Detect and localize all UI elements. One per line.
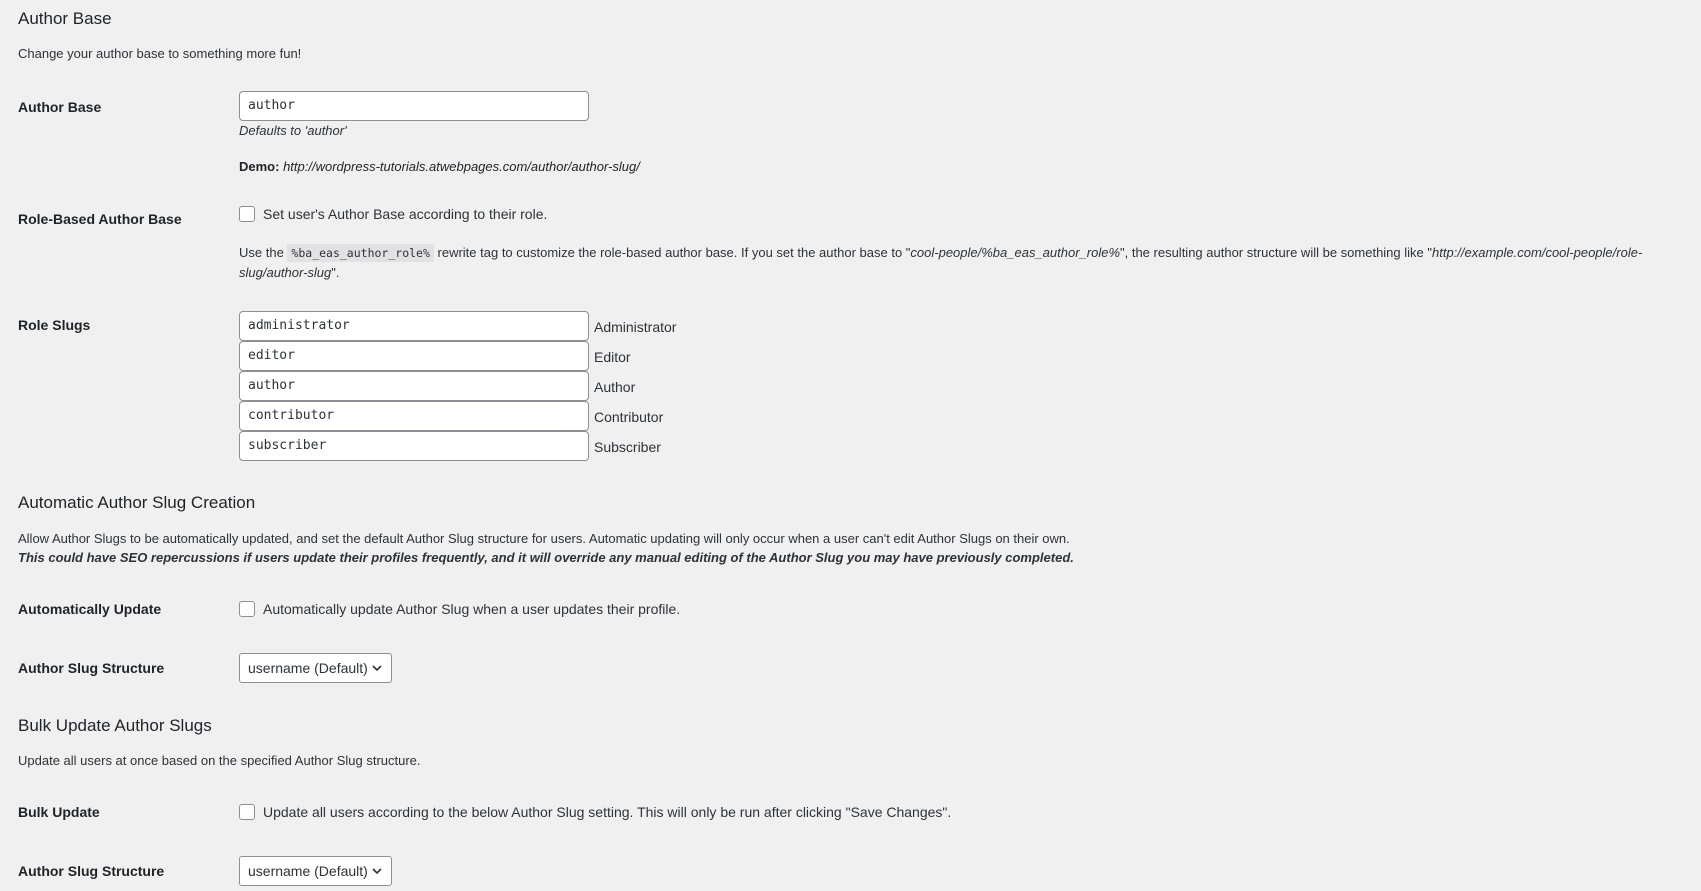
role-based-checkbox-row[interactable]	[239, 206, 547, 222]
section-description-auto-slug: Allow Author Slugs to be automatically updated, and set the default Author Slug structure for users. Automatic updating will only occur when a user can't edit Author Slugs on their own.	[18, 531, 1070, 546]
bulk-update-checkbox-row[interactable]	[239, 804, 951, 820]
role-slug-input-subscriber[interactable]: subscriber	[239, 431, 589, 461]
help-text-part: rewrite tag to customize the role-based author base. If you set the author base to "	[433, 245, 911, 260]
auto-update-checkbox-row[interactable]	[239, 601, 680, 617]
role-name-subscriber: Subscriber	[594, 439, 661, 455]
author-base-label: Author Base	[18, 99, 102, 115]
auto-update-label: Automatically Update	[18, 601, 162, 617]
section-description-bulk-update: Update all users at once based on the specified Author Slug structure.	[18, 753, 421, 768]
section-title-author-base: Author Base	[18, 9, 112, 28]
role-name-author: Author	[594, 379, 636, 395]
auto-slug-warning: This could have SEO repercussions if users update their profiles frequently, and it will override any manual editing of the Author Slug you may have previously completed.	[18, 550, 1074, 565]
role-based-help-text	[239, 243, 1699, 282]
auto-slug-structure-select[interactable]	[239, 653, 392, 683]
chevron-down-icon	[371, 662, 383, 674]
bulk-update-checkbox-label: Update all users according to the below Author Slug setting. This will only be run after clicking "Save Changes".	[263, 804, 952, 820]
bulk-slug-structure-select[interactable]	[239, 856, 392, 886]
role-name-editor: Editor	[594, 349, 631, 365]
role-slug-input-author[interactable]: author	[239, 371, 589, 401]
section-title-auto-slug: Automatic Author Slug Creation	[18, 493, 256, 512]
bulk-slug-structure-label: Author Slug Structure	[18, 863, 165, 879]
auto-slug-structure-value: username (Default)	[248, 660, 368, 676]
role-based-checkbox-label: Set user's Author Base according to their role.	[263, 206, 548, 222]
author-base-default-hint: Defaults to 'author'	[239, 123, 347, 138]
role-name-contributor: Contributor	[594, 409, 664, 425]
role-name-administrator: Administrator	[594, 319, 677, 335]
bulk-update-checkbox[interactable]	[239, 804, 255, 820]
help-text-part: Use the	[239, 245, 288, 260]
auto-slug-structure-label: Author Slug Structure	[18, 660, 165, 676]
role-based-checkbox[interactable]	[239, 206, 255, 222]
section-description-author-base: Change your author base to something more fun!	[18, 46, 302, 61]
bulk-slug-structure-value: username (Default)	[248, 863, 368, 879]
role-slug-input-administrator[interactable]: administrator	[239, 311, 589, 341]
role-based-label: Role-Based Author Base	[18, 211, 182, 227]
auto-update-checkbox-label: Automatically update Author Slug when a user updates their profile.	[263, 601, 681, 617]
author-base-input[interactable]: author	[239, 91, 589, 121]
settings-form	[18, 0, 1701, 891]
example-base: cool-people/%ba_eas_author_role%	[910, 245, 1120, 260]
help-text-part: ".	[331, 265, 340, 280]
auto-update-checkbox[interactable]	[239, 601, 255, 617]
section-title-bulk-update: Bulk Update Author Slugs	[18, 716, 212, 735]
role-slug-input-contributor[interactable]: contributor	[239, 401, 589, 431]
chevron-down-icon	[371, 865, 383, 877]
demo-label: Demo:	[239, 159, 280, 174]
rewrite-tag-code: %ba_eas_author_role%	[287, 244, 433, 262]
author-base-demo	[239, 159, 640, 174]
role-slug-input-editor[interactable]: editor	[239, 341, 589, 371]
bulk-update-label: Bulk Update	[18, 804, 100, 820]
demo-url: http://wordpress-tutorials.atwebpages.com/author/author-slug/	[283, 159, 640, 174]
role-slugs-label: Role Slugs	[18, 317, 91, 333]
example-url: http://example.com/cool-people/role-slug/author-slug	[239, 245, 1643, 280]
help-text-part: ", the resulting author structure will be something like "	[1120, 245, 1432, 260]
